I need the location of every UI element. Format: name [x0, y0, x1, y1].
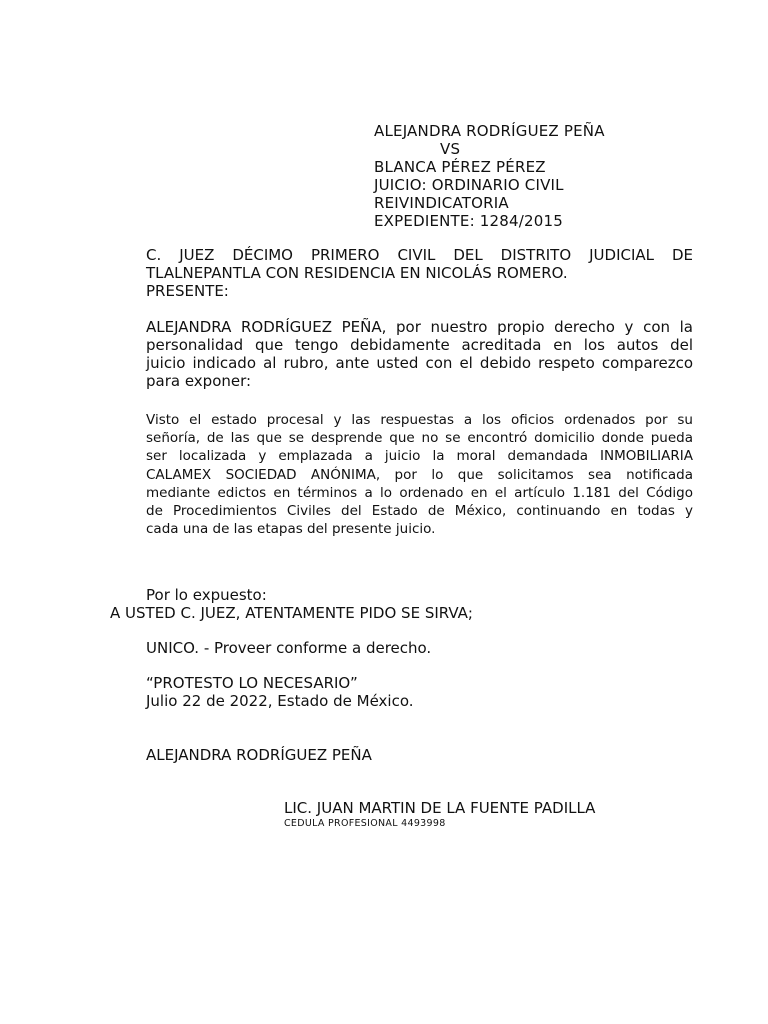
addressee-line-3: PRESENTE:: [146, 282, 229, 300]
addressee-line-1: C. JUEZ DÉCIMO PRIMERO CIVIL DEL DISTRITO JUDICIAL DE: [146, 246, 693, 264]
addressee-line-2: TLALNEPANTLA CON RESIDENCIA EN NICOLÁS ROMERO.: [146, 264, 568, 282]
body-line-5: mediante edictos en términos a lo ordenado en el artículo 1.181 del Código: [146, 484, 693, 501]
case-caption: [374, 122, 605, 230]
caption-defendant: BLANCA PÉREZ PÉREZ: [374, 158, 546, 176]
closing-protesto: “PROTESTO LO NECESARIO”: [146, 674, 358, 692]
body-line-7: cada una de las etapas del presente juicio.: [146, 521, 436, 538]
intro-paragraph: [146, 318, 693, 390]
body-line-6: de Procedimientos Civiles del Estado de México, continuando en todas y: [146, 503, 693, 520]
signature-party-name: ALEJANDRA RODRÍGUEZ PEÑA: [146, 746, 372, 764]
body-line-1: Visto el estado procesal y las respuestas a los oficios ordenados por su: [146, 412, 693, 428]
body-paragraph: [146, 411, 693, 538]
intro-line-4: para exponer:: [146, 372, 252, 390]
addressee-block: [146, 246, 693, 300]
caption-trial-type: JUICIO: ORDINARIO CIVIL: [374, 176, 564, 194]
intro-line-1: ALEJANDRA RODRÍGUEZ PEÑA, por nuestro propio derecho y con la: [146, 318, 693, 336]
body-line-3: ser localizada y emplazada a juicio la moral demandada INMOBILIARIA: [146, 448, 693, 465]
caption-trial-subtype: REIVINDICATORIA: [374, 194, 509, 212]
body-line-2: señoría, de las que se desprende que no se encontró domicilio donde pueda: [146, 430, 693, 447]
closing-petition: UNICO. - Proveer conforme a derecho.: [146, 639, 432, 657]
intro-line-3: juicio indicado al rubro, ante usted con el debido respeto comparezco: [146, 354, 693, 372]
signature-license: CEDULA PROFESIONAL 4493998: [284, 818, 446, 829]
signature-lawyer-name: LIC. JUAN MARTIN DE LA FUENTE PADILLA: [284, 799, 596, 817]
closing-request: A USTED C. JUEZ, ATENTAMENTE PIDO SE SIRVA;: [110, 604, 473, 622]
closing-expuesto: Por lo expuesto:: [146, 586, 267, 604]
caption-versus: VS: [440, 140, 461, 158]
caption-plaintiff: ALEJANDRA RODRÍGUEZ PEÑA: [374, 122, 605, 140]
caption-file-number: EXPEDIENTE: 1284/2015: [374, 212, 564, 230]
closing-date-place: Julio 22 de 2022, Estado de México.: [146, 692, 414, 710]
intro-line-2: personalidad que tengo debidamente acreditada en los autos del: [146, 336, 693, 354]
body-line-4: CALAMEX SOCIEDAD ANÓNIMA, por lo que solicitamos sea notificada: [146, 466, 693, 483]
